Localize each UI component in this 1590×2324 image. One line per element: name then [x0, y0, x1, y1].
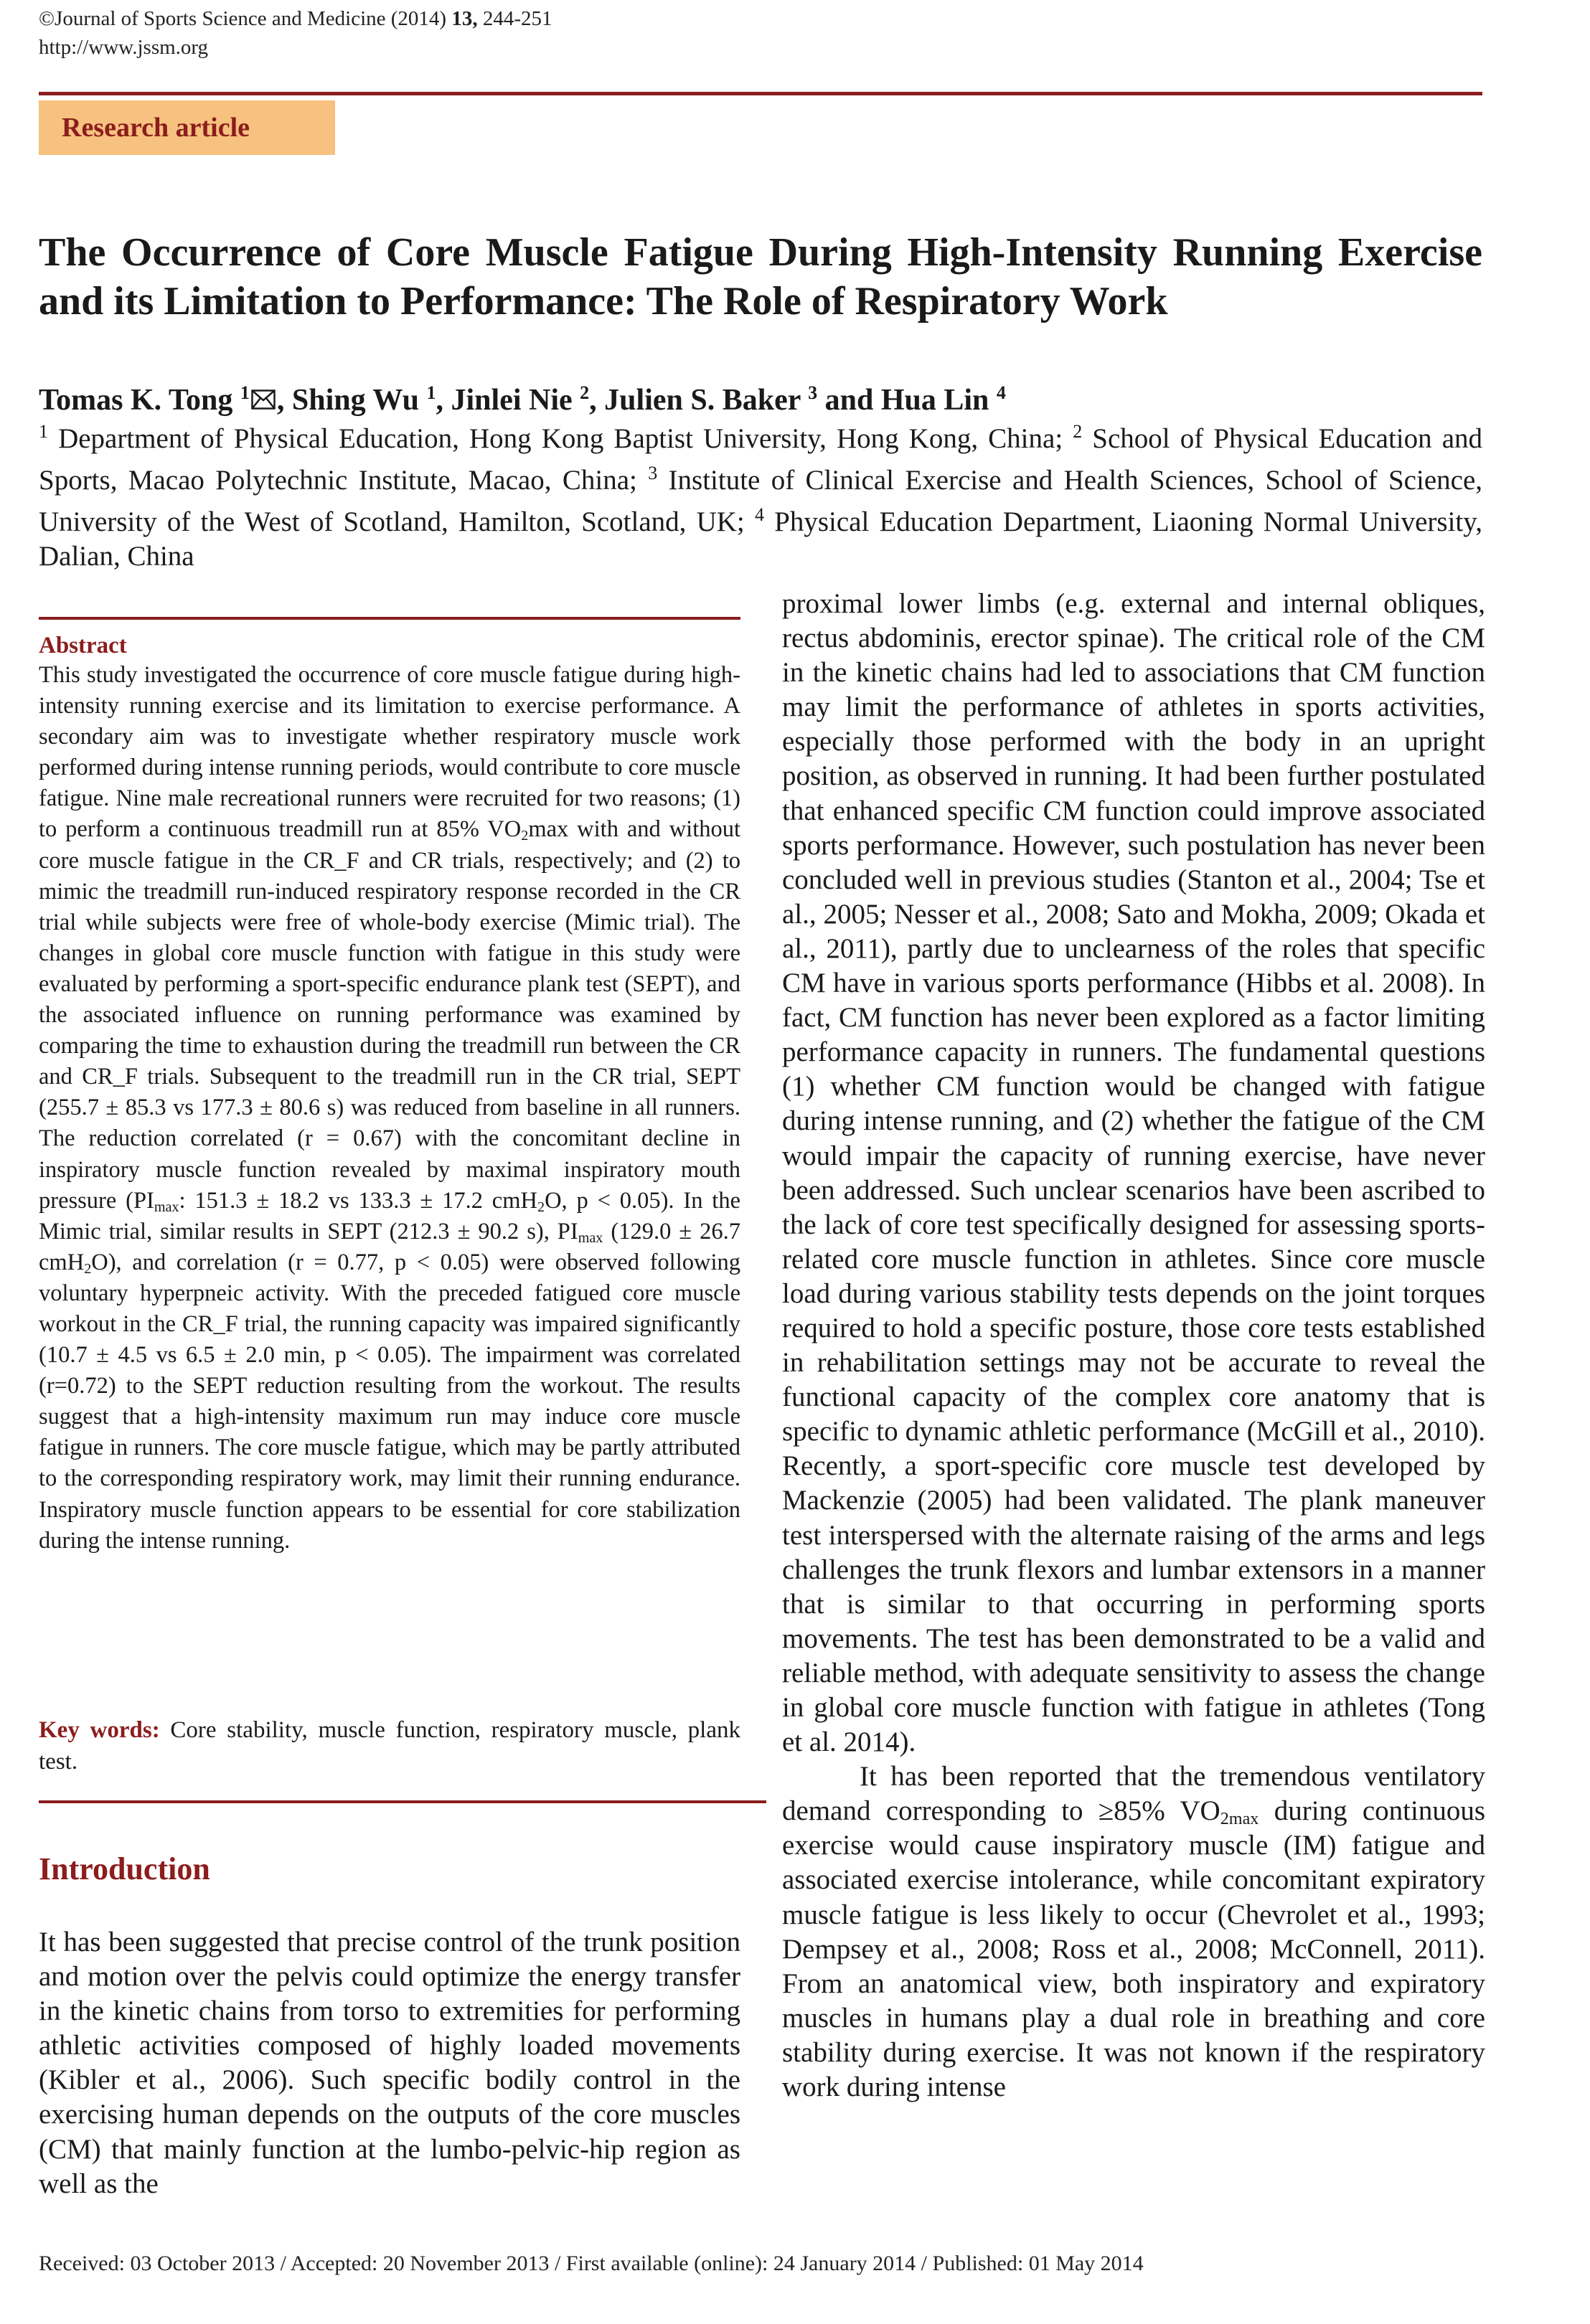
- abstract-text: (129.0 ± 26.7 cmH: [39, 1218, 740, 1275]
- subscript: 2: [84, 1260, 92, 1277]
- keywords-text: Core stability, muscle function, respiratory muscle, plank test.: [39, 1717, 740, 1775]
- keywords-label: Key words:: [39, 1717, 160, 1743]
- abstract-text: O), and correlation (r = 0.77, p < 0.05) were observed following voluntary hyperpneic activity. With the preceded fatigued core muscle workout in the CR_F trial, the running capacity was impaired significantly (10.7 ± 4.5 vs 6.5 ± 2.0 min, p < 0.05). The impairment was correlated (r=0.72) to the SEPT reduction resulting from the workout. The results suggest that a high-intensity maximum run may induce core muscle fatigue in runners. The core muscle fatigue, which may be partly attributed to the corresponding respiratory work, may limit their running endurance. Inspiratory muscle function appears to be essential for core stabilization during the intense running.: [39, 1249, 740, 1554]
- author-name[interactable]: and Hua Lin: [817, 384, 997, 417]
- introduction-heading: Introduction: [39, 1851, 210, 1886]
- abstract-text: : 151.3 ± 18.2 vs 133.3 ± 17.2 cmH: [179, 1187, 537, 1214]
- paragraph: [782, 1759, 1485, 2105]
- journal-url[interactable]: http://www.jssm.org: [39, 36, 209, 59]
- keywords: [39, 1714, 740, 1777]
- affiliation: School of Physical Education and Sports, Macao Polytechnic Institute, Macao, China;: [39, 423, 1482, 496]
- article-title: The Occurrence of Core Muscle Fatigue During High-Intensity Running Exercise and its Limitation to Performance: The Role of Respiratory Work: [39, 230, 1482, 323]
- paragraph-text: It has been reported that the tremendous ventilatory demand corresponding to ≥85% VO: [782, 1761, 1485, 1827]
- author-name[interactable]: Tomas K. Tong: [39, 384, 240, 417]
- publication-dates: Received: 03 October 2013 / Accepted: 20 November 2013 / First available (online): 24 January 2014 / Published: 01 May 2014: [39, 2252, 1144, 2275]
- subscript: max: [578, 1229, 603, 1246]
- subscript: 2: [521, 828, 529, 844]
- envelope-icon[interactable]: [251, 382, 276, 419]
- affiliation-marker: 2: [1073, 421, 1083, 442]
- affiliation: Institute of Clinical Exercise and Health Sciences, School of Science, University of the West of Scotland, Hamilton, Scotland, UK;: [39, 465, 1483, 537]
- abstract-bottom-rule: [39, 1800, 766, 1803]
- paragraph: It has been suggested that precise control of the trunk position and motion over the pelvis could optimize the energy transfer in the kinetic chains from torso to extremities for performing athletic activities composed of highly loaded movements (Kibler et al., 2006). Such specific bodily control in the exercising human depends on the outputs of the core muscles (CM) that mainly function at the lumbo-pelvic-hip region as well as the: [39, 1927, 740, 2199]
- paragraph-text: during continuous exercise would cause inspiratory muscle (IM) fatigue and associated exercise intolerance, while concomitant expiratory muscle fatigue is less likely to occur (Chevrolet et al., 1993; Dempsey et al., 2008; Ross et al., 2008; McConnell, 2011). From an anatomical view, both inspiratory and expiratory muscles in humans play a dual role in breathing and core stability during exercise. It was not known if the respiratory work during intense: [782, 1795, 1486, 2103]
- journal-volume: 13,: [451, 7, 478, 30]
- subscript: 2max: [1220, 1809, 1259, 1829]
- article-type-badge: Research article: [39, 100, 335, 155]
- author-affiliation-marker: 4: [996, 382, 1006, 403]
- abstract-top-rule: [39, 617, 740, 620]
- affiliation: Physical Education Department, Liaoning Normal University, Dalian, China: [39, 506, 1482, 572]
- abstract-heading: Abstract: [39, 633, 127, 658]
- affiliations: [39, 415, 1482, 574]
- author-affiliation-marker: 1: [426, 382, 436, 403]
- journal-name: ©Journal of Sports Science and Medicine (2014): [39, 7, 452, 30]
- author-affiliation-marker: 1: [240, 382, 250, 403]
- right-column-body: [782, 587, 1485, 2105]
- author-name[interactable]: , Jinlei Nie: [436, 384, 580, 417]
- author-name[interactable]: , Shing Wu: [276, 384, 427, 417]
- journal-pages: 244-251: [477, 7, 552, 30]
- subscript: max: [154, 1199, 179, 1215]
- subscript: 2: [537, 1199, 545, 1215]
- affiliation: Department of Physical Education, Hong Kong Baptist University, Hong Kong, China;: [48, 423, 1073, 454]
- introduction-body: [39, 1925, 740, 2201]
- affiliation-marker: 4: [754, 504, 764, 525]
- abstract-text: O, p < 0.05). In the Mimic trial, similar results in SEPT (212.3 ± 90.2 s), PI: [39, 1187, 740, 1244]
- author-affiliation-marker: 3: [808, 382, 818, 403]
- author-list: [39, 374, 1482, 419]
- author-affiliation-marker: 2: [580, 382, 590, 403]
- abstract-text: This study investigated the occurrence of core muscle fatigue during high-intensity running exercise and its limitation to exercise performance. A secondary aim was to investigate whether respiratory muscle work performed during intense running periods, would contribute to core muscle fatigue. Nine male recreational runners were recruited for two reasons; (1) to perform a continuous treadmill run at 85% VO: [39, 662, 740, 843]
- affiliation-marker: 1: [39, 421, 48, 442]
- paragraph: proximal lower limbs (e.g. external and internal obliques, rectus abdominis, erector spinae). The critical role of the CM in the kinetic chains had led to associations that CM function may limit the performance of athletes in sports activities, especially those performed with the body in an upright position, as observed in running. It had been further postulated that enhanced specific CM function could improve associated sports performance. However, such postulation has never been concluded well in previous studies (Stanton et al., 2004; Tse et al., 2005; Nesser et al., 2008; Sato and Mokha, 2009; Okada et al., 2011), partly due to unclearness of the roles that specific CM have in various sports performance (Hibbs et al. 2008). In fact, CM function has never been explored as a factor limiting performance capacity in runners. The fundamental questions (1) whether CM function would be changed with fatigue during intense running, and (2) whether the fatigue of the CM would impair the capacity of running exercise, have never been addressed. Such unclear scenarios have been ascribed to the lack of core test specifically designed for assessing sports-related core muscle function in athletes. Since core muscle load during various stability tests depends on the joint torques required to hold a specific posture, those core tests established in rehabilitation settings may not be accurate to reveal the functional capacity of the complex core anatomy that is specific to dynamic athletic performance (McGill et al., 2010). Recently, a sport-specific core muscle test developed by Mackenzie (2005) had been validated. The plank maneuver test interspersed with the alternate raising of the arms and legs challenges the trunk flexors and lumbar extensors in a manner that is similar to that occurring in performing sports movements. The test has been demonstrated to be a valid and reliable method, with adequate sensitivity to assess the change in global core muscle function with fatigue in athletes (Tong et al. 2014).: [782, 588, 1485, 1758]
- author-name[interactable]: , Julien S. Baker: [589, 384, 809, 417]
- abstract-text: max with and without core muscle fatigue in the CR_F and CR trials, respectively; and (2) to mimic the treadmill run-induced respiratory response recorded in the CR trial while subjects were free of whole-body exercise (Mimic trial). The changes in global core muscle function with fatigue in this study were evaluated by performing a sport-specific endurance plank test (SEPT), and the associated influence on running performance was examined by comparing the time to exhaustion during the treadmill run between the CR and CR_F trials. Subsequent to the treadmill run in the CR trial, SEPT (255.7 ± 85.3 vs 177.3 ± 80.6 s) was reduced from baseline in all runners. The reduction correlated (r = 0.67) with the concomitant decline in inspiratory muscle function revealed by maximal inspiratory mouth pressure (PI: [39, 816, 740, 1214]
- affiliation-marker: 3: [648, 463, 658, 483]
- abstract-body: [39, 660, 740, 1557]
- journal-citation: [39, 7, 552, 31]
- header-rule: [39, 92, 1482, 95]
